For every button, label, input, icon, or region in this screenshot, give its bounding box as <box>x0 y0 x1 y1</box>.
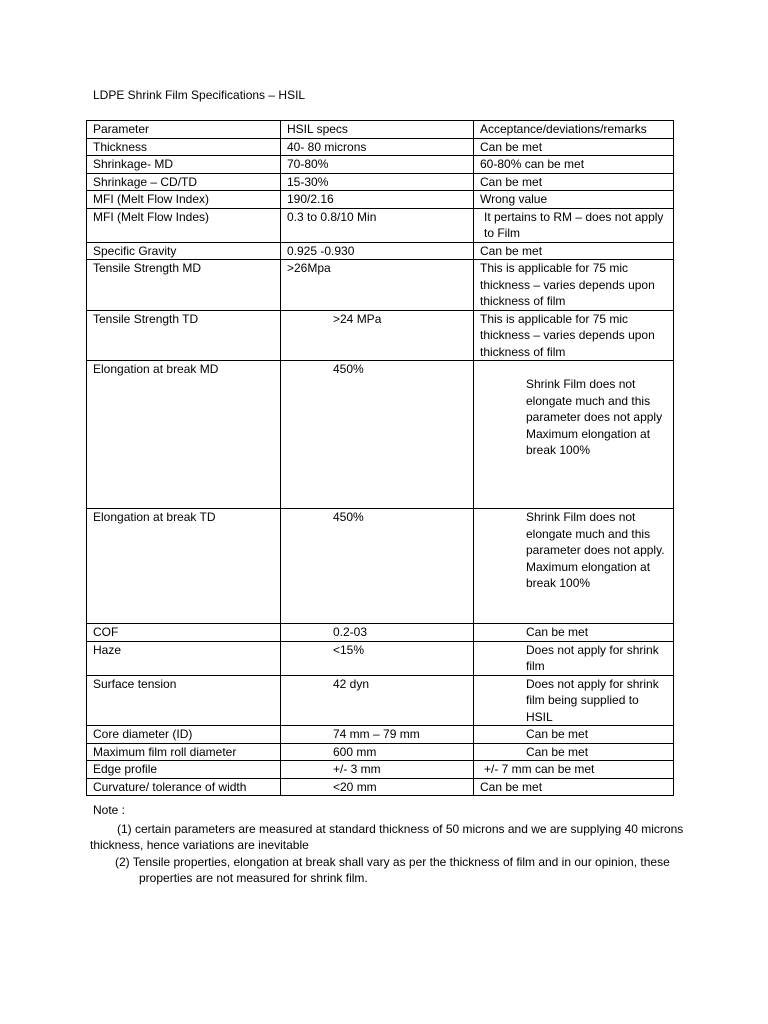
table-row <box>87 641 674 675</box>
spec-cell: 600 mm <box>281 743 474 761</box>
note-item: (1) certain parameters are measured at standard thickness of 50 microns and we are supplying 40 microns thickness, hence variations are inevitable <box>90 821 684 852</box>
parameter-cell: Tensile Strength TD <box>87 310 281 361</box>
spec-cell: 70-80% <box>281 156 474 174</box>
table-row <box>87 191 674 209</box>
table-row <box>87 310 674 361</box>
spec-cell: 0.925 -0.930 <box>281 242 474 260</box>
remark-cell: 60-80% can be met <box>474 156 674 174</box>
table-row <box>87 509 674 624</box>
remark-cell: Can be met <box>474 624 674 642</box>
note-item: (2) Tensile properties, elongation at break shall vary as per the thickness of film and in our opinion, these properties are not measured for shrink film. <box>115 854 670 885</box>
table-row <box>87 156 674 174</box>
spec-cell: 450% <box>281 509 474 624</box>
parameter-cell: Curvature/ tolerance of width <box>87 778 281 796</box>
table-header-row <box>87 121 674 139</box>
remark-cell: Can be met <box>474 778 674 796</box>
notes-section <box>90 802 693 887</box>
spec-cell: 0.2-03 <box>281 624 474 642</box>
parameter-cell: Elongation at break TD <box>87 509 281 624</box>
parameter-cell: Edge profile <box>87 761 281 779</box>
table-row <box>87 242 674 260</box>
table-row <box>87 173 674 191</box>
remark-cell: Can be met <box>474 242 674 260</box>
remark-cell: Can be met <box>474 726 674 744</box>
table-row <box>87 361 674 509</box>
parameter-cell: COF <box>87 624 281 642</box>
table-row <box>87 138 674 156</box>
remark-cell: +/- 7 mm can be met <box>474 761 674 779</box>
table-row <box>87 675 674 726</box>
table-row <box>87 778 674 796</box>
spec-cell: >24 MPa <box>281 310 474 361</box>
parameter-cell: Tensile Strength MD <box>87 260 281 311</box>
remark-cell: Can be met <box>474 743 674 761</box>
remark-cell: It pertains to RM – does not apply to Film <box>474 208 674 242</box>
notes-heading: Note : <box>93 803 126 817</box>
document-title: LDPE Shrink Film Specifications – HSIL <box>93 88 306 102</box>
header-cell: HSIL specs <box>281 121 474 139</box>
parameter-cell: Maximum film roll diameter <box>87 743 281 761</box>
header-cell: Parameter <box>87 121 281 139</box>
remark-cell: Can be met <box>474 173 674 191</box>
spec-table <box>86 120 674 796</box>
table-row <box>87 208 674 242</box>
spec-cell: 0.3 to 0.8/10 Min <box>281 208 474 242</box>
remark-cell: Can be met <box>474 138 674 156</box>
spec-cell: 40- 80 microns <box>281 138 474 156</box>
table-row <box>87 726 674 744</box>
spec-cell: 42 dyn <box>281 675 474 726</box>
remark-cell: Does not apply for shrink film being supplied to HSIL <box>474 675 674 726</box>
parameter-cell: Core diameter (ID) <box>87 726 281 744</box>
spec-cell: 15-30% <box>281 173 474 191</box>
remark-cell: This is applicable for 75 mic thickness – varies depends upon thickness of film <box>474 310 674 361</box>
parameter-cell: Haze <box>87 641 281 675</box>
table-row <box>87 743 674 761</box>
spec-cell: 190/2.16 <box>281 191 474 209</box>
parameter-cell: Shrinkage- MD <box>87 156 281 174</box>
parameter-cell: Elongation at break MD <box>87 361 281 509</box>
table-row <box>87 624 674 642</box>
table-row <box>87 260 674 311</box>
table-row <box>87 761 674 779</box>
spec-cell: >26Mpa <box>281 260 474 311</box>
remark-cell: Shrink Film does not elongate much and this parameter does not apply. Maximum elongation at break 100% <box>474 509 674 624</box>
parameter-cell: MFI (Melt Flow Indes) <box>87 208 281 242</box>
parameter-cell: Surface tension <box>87 675 281 726</box>
spec-cell: <15% <box>281 641 474 675</box>
remark-cell: Wrong value <box>474 191 674 209</box>
parameter-cell: Shrinkage – CD/TD <box>87 173 281 191</box>
spec-cell: <20 mm <box>281 778 474 796</box>
remark-cell: Does not apply for shrink film <box>474 641 674 675</box>
header-cell: Acceptance/deviations/remarks <box>474 121 674 139</box>
parameter-cell: Thickness <box>87 138 281 156</box>
parameter-cell: Specific Gravity <box>87 242 281 260</box>
spec-cell: +/- 3 mm <box>281 761 474 779</box>
remark-cell: This is applicable for 75 mic thickness – varies depends upon thickness of film <box>474 260 674 311</box>
spec-cell: 450% <box>281 361 474 509</box>
remark-cell: Shrink Film does not elongate much and this parameter does not apply Maximum elongation at break 100% <box>474 361 674 509</box>
spec-cell: 74 mm – 79 mm <box>281 726 474 744</box>
parameter-cell: MFI (Melt Flow Index) <box>87 191 281 209</box>
